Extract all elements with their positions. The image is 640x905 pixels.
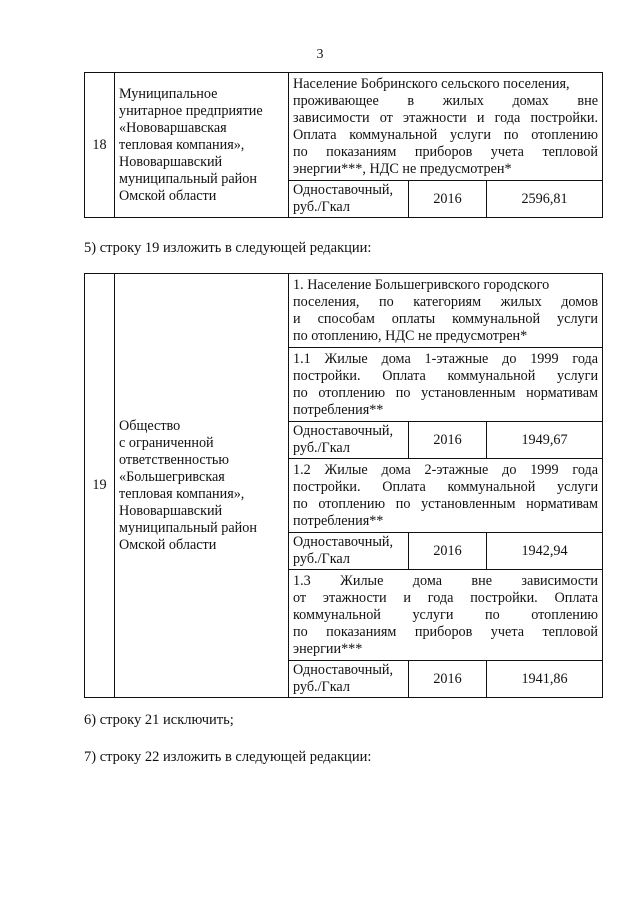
- org-line: Омской области: [119, 187, 217, 204]
- desc-line: поселения, по категориям жилых домов: [293, 294, 599, 310]
- desc-line: 1.3 Жилые дома вне зависимости: [293, 573, 599, 589]
- desc-line: по показаниям приборов учета тепловой: [293, 624, 599, 640]
- unit-line: Одноставочный,: [293, 182, 394, 198]
- desc-line: потребления**: [293, 402, 384, 418]
- unit-line: Одноставочный,: [293, 662, 394, 678]
- category-header: [289, 274, 603, 348]
- unit-line: Одноставочный,: [293, 534, 394, 550]
- desc-line: по отоплению по установленным нормативам: [293, 385, 599, 401]
- paragraph-5: 5) строку 19 изложить в следующей редакции:: [84, 240, 372, 256]
- category-description: [289, 570, 603, 661]
- desc-line: 1.2 Жилые дома 2-этажные до 1999 года: [293, 462, 599, 478]
- unit-line: Одноставочный,: [293, 423, 394, 439]
- category-description: [289, 459, 603, 533]
- unit-line: руб./Гкал: [293, 679, 350, 695]
- organization-cell: [115, 274, 289, 698]
- desc-line: 1. Население Большегривского городского: [293, 277, 550, 293]
- paragraph-7: 7) строку 22 изложить в следующей редакции:: [84, 749, 372, 765]
- organization-cell: [115, 73, 289, 218]
- org-line: Муниципальное: [119, 85, 218, 102]
- desc-line: зависимости от этажности и года постройки.: [293, 110, 598, 126]
- desc-line: от этажности и года постройки. Оплата: [293, 590, 599, 606]
- unit-line: руб./Гкал: [293, 551, 350, 567]
- tariff-unit: [289, 533, 409, 570]
- tariff-price: 2596,81: [487, 181, 603, 218]
- tariff-year: 2016: [409, 533, 487, 570]
- category-description: [289, 348, 603, 422]
- org-line: унитарное предприятие: [119, 102, 263, 119]
- tariff-table-row-18: [84, 72, 603, 218]
- desc-line: Население Бобринского сельского поселения,: [293, 76, 570, 92]
- tariff-price: 1949,67: [487, 422, 603, 459]
- desc-line: Оплата коммунальной услуги по отоплению: [293, 127, 598, 143]
- desc-line: 1.1 Жилые дома 1-этажные до 1999 года: [293, 351, 599, 367]
- org-line: тепловая компания»,: [119, 136, 245, 153]
- desc-line: потребления**: [293, 513, 384, 529]
- consumer-description: [289, 73, 603, 181]
- org-line: тепловая компания»,: [119, 485, 245, 502]
- desc-line: по отоплению, НДС не предусмотрен*: [293, 328, 528, 344]
- desc-line: постройки. Оплата коммунальной услуги: [293, 479, 599, 495]
- paragraph-6: 6) строку 21 исключить;: [84, 712, 234, 728]
- org-line: Нововаршавский: [119, 153, 223, 170]
- desc-line: по показаниям приборов учета тепловой: [293, 144, 598, 160]
- table-row: [85, 274, 603, 348]
- org-line: «Нововаршавская: [119, 119, 227, 136]
- unit-line: руб./Гкал: [293, 440, 350, 456]
- org-line: муниципальный район: [119, 519, 257, 536]
- tariff-year: 2016: [409, 181, 487, 218]
- tariff-year: 2016: [409, 422, 487, 459]
- org-line: Общество: [119, 417, 181, 434]
- org-line: Омской области: [119, 536, 217, 553]
- desc-line: постройки. Оплата коммунальной услуги: [293, 368, 599, 384]
- org-line: ответственностью: [119, 451, 230, 468]
- tariff-unit: [289, 181, 409, 218]
- row-number: 18: [85, 73, 115, 218]
- desc-line: по отоплению по установленным нормативам: [293, 496, 599, 512]
- desc-line: коммунальной услуги по отоплению: [293, 607, 599, 623]
- desc-line: энергии***, НДС не предусмотрен*: [293, 161, 512, 177]
- org-line: Нововаршавский: [119, 502, 223, 519]
- desc-line: и способам оплаты коммунальной услуги: [293, 311, 599, 327]
- tariff-price: 1942,94: [487, 533, 603, 570]
- desc-line: проживающее в жилых домах вне: [293, 93, 598, 109]
- unit-line: руб./Гкал: [293, 199, 350, 215]
- org-line: «Большегривская: [119, 468, 225, 485]
- page-number: 3: [316, 47, 324, 62]
- tariff-price: 1941,86: [487, 661, 603, 698]
- tariff-year: 2016: [409, 661, 487, 698]
- tariff-unit: [289, 661, 409, 698]
- tariff-table-row-19: [84, 273, 603, 698]
- desc-line: энергии***: [293, 641, 363, 657]
- table-row: [85, 73, 603, 181]
- org-line: муниципальный район: [119, 170, 257, 187]
- tariff-unit: [289, 422, 409, 459]
- org-line: с ограниченной: [119, 434, 214, 451]
- row-number: 19: [85, 274, 115, 698]
